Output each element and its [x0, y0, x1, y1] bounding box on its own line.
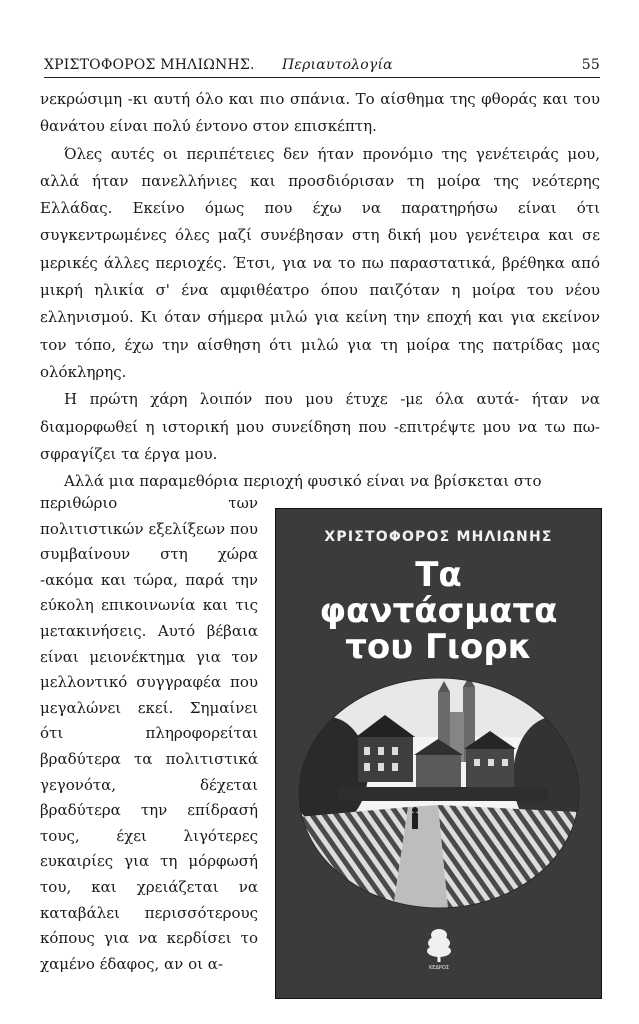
- page-number: 55: [581, 57, 600, 73]
- body-text: [40, 86, 600, 495]
- header-author: ΧΡΙΣΤΟΦΟΡΟΣ ΜΗΛΙΩΝΗΣ.: [44, 57, 255, 73]
- book-cover-image: [275, 508, 602, 999]
- wrapped-paragraph: περιθώριο των πολιτιστικών εξελίξεων που συμβαίνουν στη χώρα -ακόμα και τώρα, παρά την εύκολη επικοινωνία και τις μετακινήσεις. Αυτό βέβαια είναι μειονέκτημα για τον μελλοντικό συγγραφέα που μεγαλώνει εκεί. Σημαίνει ότι πληροφορείται βραδύτερα τα πολιτιστικά γεγονότα, δέχεται βραδύτερα την επίδρασή τους, έχει λιγότερες ευκαιρίες για τη μόρφωσή του, και χρειάζεται να καταβάλει περισσότερους κόπους για να κερδίσει το χαμένο έδαφος, αν οι α-: [40, 494, 258, 973]
- cover-author: ΧΡΙΣΤΟΦΟΡΟΣ ΜΗΛΙΩΝΗΣ: [324, 529, 553, 545]
- running-header: [44, 57, 600, 78]
- paragraph: Η πρώτη χάρη λοιπόν που μου έτυχε -με όλα αυτά- ήταν να διαμορφωθεί η ιστορική μου συνείδηση που -επιτρέψτε μου να τω πω- σφραγίζει τα έργα μου.: [40, 390, 600, 463]
- publisher-name: ΚΕΔΡΟΣ: [429, 965, 449, 971]
- header-section-title: Περιαυτολογία: [282, 57, 393, 73]
- paragraph: Αλλά μια παραμεθόρια περιοχή φυσικό είναι να βρίσκεται στο: [64, 472, 542, 491]
- paragraph: Όλες αυτές οι περιπέτειες δεν ήταν προνόμιο της γενέτειράς μου, αλλά ήταν πανελλήνιες και προσδιόρισαν τη μοίρα της νεότερης Ελλάδας. Εκείνο όμως που έχω να παρατηρήσω είναι ότι συγκεντρωμένες όλες μαζί συνέβησαν στη δική μου γενέτειρα και σε μερικές άλλες περιοχές. Έτσι, για να το πω παραστατικά, βρέθηκα από μικρή ηλικία σ' ένα αμφιθέατρο όπου παιζόταν η μοίρα του νέου ελληνισμού. Κι όταν σήμερα μιλώ για κείνη την εποχή και για εκείνον τον τόπο, έχω την αίσθηση ότι μιλώ για τη μοίρα της πατρίδας μας ολόκληρης.: [40, 144, 600, 381]
- cover-title: [276, 557, 601, 665]
- cover-title-line: του Γιορκ: [345, 627, 532, 667]
- paragraph: νεκρώσιμη -κι αυτή όλο και πιο σπάνια. Το αίσθημα της φθοράς και του θανάτου είναι πολύ έντονο στον επισκέπτη.: [40, 90, 600, 136]
- cover-title-line: Τα: [415, 555, 462, 595]
- cover-illustration: [298, 677, 580, 909]
- cover-title-line: φαντάσματα: [319, 591, 558, 631]
- publisher-logo: [426, 925, 452, 971]
